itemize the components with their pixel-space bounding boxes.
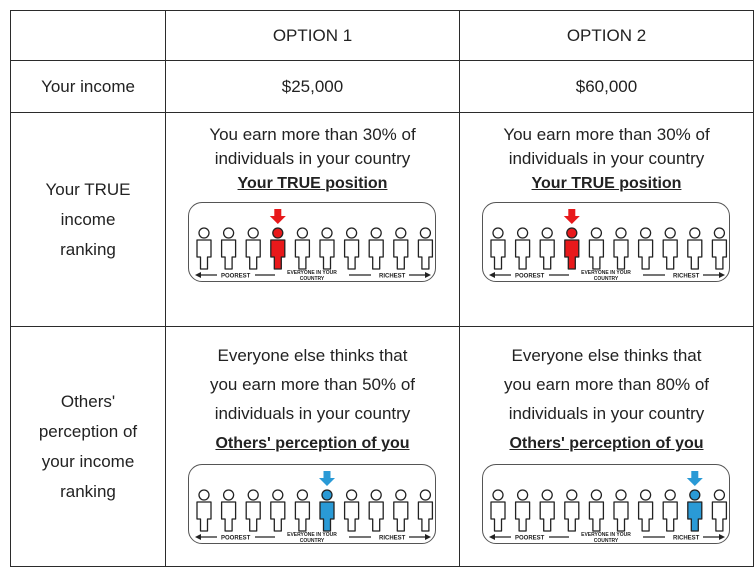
income-option-1: $25,000 (166, 61, 460, 113)
person-icon (419, 228, 433, 269)
position-arrow-icon (564, 209, 580, 224)
description-line: individuals in your country (508, 149, 705, 168)
income-option-2: $60,000 (459, 61, 753, 113)
scale-center-label: EVERYONE IN YOUR (287, 270, 338, 276)
true-position-caption: Your TRUE position (531, 175, 682, 192)
scale-richest-label: RICHEST (673, 273, 700, 280)
scale-axis (195, 532, 431, 544)
person-icon (664, 490, 678, 531)
scale-center-label: EVERYONE IN YOUR (581, 532, 632, 538)
person-icon (541, 228, 555, 269)
header-option-2: OPTION 2 (459, 11, 753, 61)
person-icon (296, 490, 310, 531)
person-icon (247, 228, 261, 269)
person-icon (419, 490, 433, 531)
income-scale-figure (482, 464, 730, 544)
perception-label-line: perception of (38, 421, 138, 441)
person-highlighted-icon (565, 228, 579, 269)
person-highlighted-icon (320, 490, 334, 531)
scale-richest-label: RICHEST (673, 535, 700, 542)
true-position-caption: Your TRUE position (237, 175, 388, 192)
person-icon (222, 490, 236, 531)
description-line: you earn more than 50% of (209, 375, 416, 394)
description-line: individuals in your country (214, 404, 411, 423)
scale-center-label: COUNTRY (594, 538, 619, 544)
person-icon (491, 490, 505, 531)
true-ranking-label-line: income (60, 209, 116, 229)
perception-description (460, 341, 753, 458)
person-icon (516, 490, 530, 531)
description-line: you earn more than 80% of (503, 375, 710, 394)
description-line: Everyone else thinks that (511, 346, 702, 365)
person-icon (296, 228, 310, 269)
perception-caption: Others' perception of you (215, 435, 410, 452)
person-icon (345, 228, 359, 269)
description-line: individuals in your country (214, 149, 411, 168)
scale-axis (489, 270, 725, 282)
person-icon (197, 228, 211, 269)
scale-center-label: COUNTRY (594, 276, 619, 282)
scale-poorest-label: POOREST (515, 273, 545, 280)
income-label: Your income (11, 61, 166, 113)
position-arrow-icon (270, 209, 286, 224)
true-description (460, 123, 753, 196)
scale-richest-label: RICHEST (379, 273, 406, 280)
comparison-table (10, 10, 754, 567)
scale-richest-label: RICHEST (379, 535, 406, 542)
person-icon (713, 490, 727, 531)
scale-poorest-label: POOREST (221, 273, 251, 280)
person-icon (614, 228, 628, 269)
person-icon (394, 228, 408, 269)
position-arrow-icon (687, 471, 703, 486)
scale-svg (483, 465, 730, 544)
person-icon (590, 490, 604, 531)
person-icon (222, 228, 236, 269)
scale-axis (489, 532, 725, 544)
true-ranking-option-1 (166, 113, 460, 327)
person-icon (590, 228, 604, 269)
perception-label-line: Others' (60, 391, 116, 411)
person-icon (320, 228, 334, 269)
income-scale-figure (188, 464, 436, 544)
income-scale-figure (188, 202, 436, 282)
income-scale-figure (482, 202, 730, 282)
scale-center-label: EVERYONE IN YOUR (287, 532, 338, 538)
description-line: You earn more than 30% of (503, 125, 710, 144)
person-highlighted-icon (271, 228, 285, 269)
perception-label-line: ranking (60, 481, 116, 501)
scale-center-label: COUNTRY (300, 538, 325, 544)
position-arrow-icon (319, 471, 335, 486)
person-icon (247, 490, 261, 531)
person-icon (713, 228, 727, 269)
person-icon (688, 228, 702, 269)
true-ranking-option-2 (459, 113, 753, 327)
person-icon (565, 490, 579, 531)
scale-svg (189, 465, 436, 544)
scale-axis (195, 270, 431, 282)
person-icon (664, 228, 678, 269)
person-icon (370, 228, 384, 269)
perception-ranking-option-2 (459, 327, 753, 567)
person-icon (197, 490, 211, 531)
perception-ranking-label (11, 327, 166, 567)
person-icon (516, 228, 530, 269)
scale-svg (483, 203, 730, 282)
perception-caption: Others' perception of you (509, 435, 704, 452)
scale-center-label: COUNTRY (300, 276, 325, 282)
scale-poorest-label: POOREST (221, 535, 251, 542)
person-icon (394, 490, 408, 531)
person-icon (639, 490, 653, 531)
person-icon (370, 490, 384, 531)
description-line: You earn more than 30% of (209, 125, 416, 144)
person-icon (345, 490, 359, 531)
description-line: individuals in your country (508, 404, 705, 423)
person-highlighted-icon (688, 490, 702, 531)
person-icon (614, 490, 628, 531)
true-ranking-label-line: ranking (60, 239, 116, 259)
true-ranking-label (11, 113, 166, 327)
perception-ranking-option-1 (166, 327, 460, 567)
person-icon (541, 490, 555, 531)
perception-description (166, 341, 459, 458)
true-description (166, 123, 459, 196)
header-option-1: OPTION 1 (166, 11, 460, 61)
description-line: Everyone else thinks that (217, 346, 408, 365)
person-icon (271, 490, 285, 531)
scale-poorest-label: POOREST (515, 535, 545, 542)
perception-label-line: your income (41, 451, 135, 471)
scale-center-label: EVERYONE IN YOUR (581, 270, 632, 276)
scale-svg (189, 203, 436, 282)
corner-cell (11, 11, 166, 61)
person-icon (639, 228, 653, 269)
person-icon (491, 228, 505, 269)
true-ranking-label-line: Your TRUE (45, 179, 131, 199)
